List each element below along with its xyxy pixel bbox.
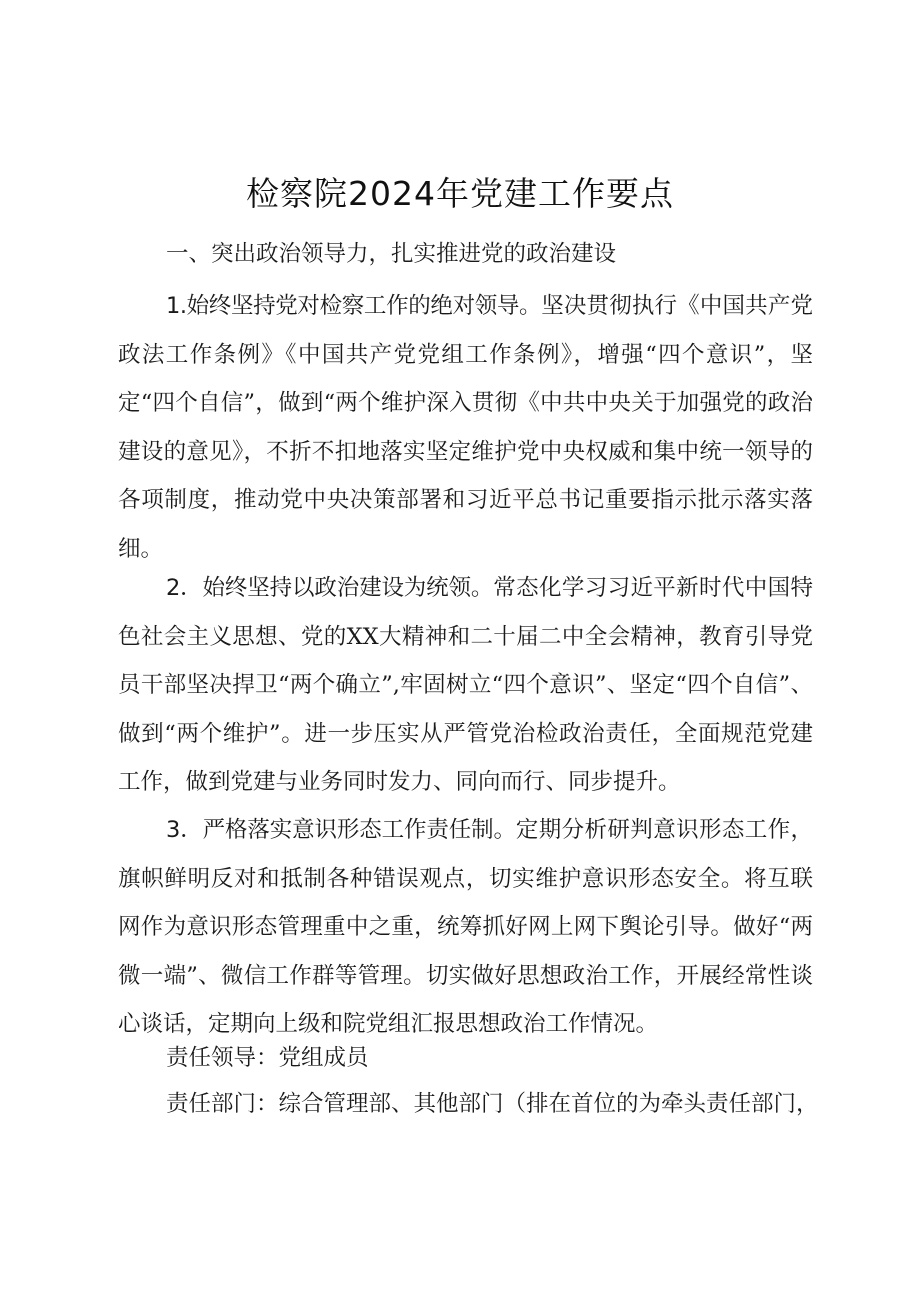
paragraph-1: [118, 282, 813, 574]
paragraph-3: [118, 806, 813, 1049]
paragraph-2: [118, 564, 813, 807]
responsible-department: 责任部门：综合管理部、其他部门（排在首位的为牵头责任部门，: [166, 1091, 819, 1117]
paragraph-3-lead: 3．严格落实意识形态工作责任制。: [166, 817, 516, 843]
paragraph-1-text: 坚决贯彻执行《中国共产党政法工作条例》《中国共产党党组工作条例》，增强“四个意识”，坚定“四个自信”，做到“两个维护深入贯彻《中共中央关于加强党的政治建设的意见》，不折不扣地落实坚定维护党中央权威和集中统一领导的各项制度，推动党中央决策部署和习近平总书记重要指示批示落实落细。: [118, 293, 813, 562]
paragraph-2-text: 常态化学习习近平新时代中国特色社会主义思想、党的XX大精神和二十届二中全会精神，教育引导党员干部坚决捍卫“两个确立”,牢固树立“四个意识”、坚定“四个自信”、做到“两个维护”。进一步压实从严管党治检政治责任，全面规范党建工作，做到党建与业务同时发力、同向而行、同步提升。: [118, 575, 813, 796]
paragraph-1-lead: 1.始终坚持党对检察工作的绝对领导。: [166, 293, 542, 319]
responsible-leader: 责任领导：党组成员: [166, 1045, 369, 1071]
section-heading: 一、突出政治领导力，扎实推进党的政治建设: [166, 241, 617, 267]
document-title: 检察院2024年党建工作要点: [246, 174, 674, 213]
paragraph-2-lead: 2．始终坚持以政治建设为统领。: [166, 575, 494, 601]
paragraph-3-text: 定期分析研判意识形态工作，旗帜鲜明反对和抵制各种错误观点，切实维护意识形态安全。将互联网作为意识形态管理重中之重，统筹抓好网上网下舆论引导。做好“两微一端”、微信工作群等管理。切实做好思想政治工作，开展经常性谈心谈话，定期向上级和院党组汇报思想政治工作情况。: [118, 817, 813, 1038]
